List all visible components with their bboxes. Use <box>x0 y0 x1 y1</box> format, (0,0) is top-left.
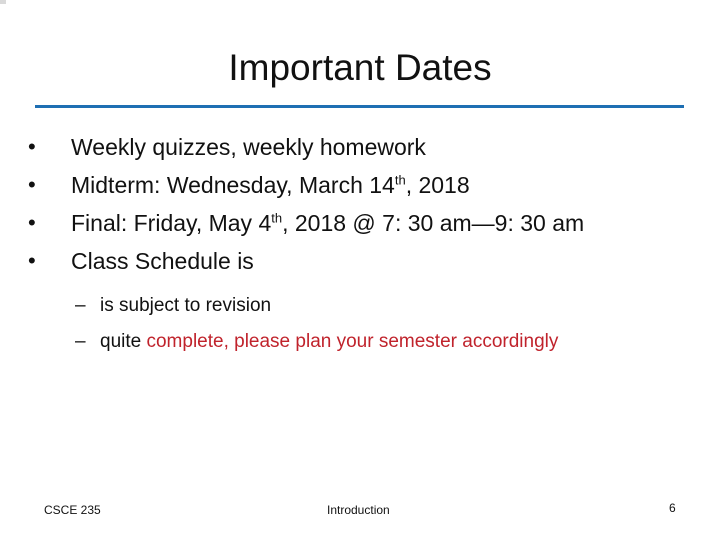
corner-mark <box>0 0 6 4</box>
title-underline <box>35 105 684 108</box>
bullet-item-final <box>28 204 584 242</box>
slide-title: Important Dates <box>228 47 492 88</box>
bullet-text: Weekly quizzes, weekly homework <box>71 134 426 160</box>
sub-bullet-revision <box>75 288 558 324</box>
sub-bullet-complete <box>75 324 558 360</box>
sub-bullet-list <box>75 288 558 360</box>
bullet-dot-icon: • <box>28 210 36 235</box>
highlighted-text: complete, please plan your semester accordingly <box>146 331 559 352</box>
footer-course: CSCE 235 <box>44 503 101 517</box>
dash-icon: – <box>75 295 86 316</box>
bullet-dot-icon: • <box>28 248 36 273</box>
ordinal-suffix: th <box>271 210 283 226</box>
dash-icon: – <box>75 331 86 352</box>
ordinal-suffix: th <box>394 172 406 188</box>
bullet-dot-icon: • <box>28 134 36 159</box>
bullet-list <box>28 128 584 280</box>
bullet-text: Class Schedule is <box>71 248 254 274</box>
sub-bullet-text: quite <box>100 331 147 352</box>
bullet-item-schedule <box>28 242 584 280</box>
bullet-dot-icon: • <box>28 172 36 197</box>
bullet-text-tail: , 2018 <box>405 172 470 198</box>
bullet-item-midterm <box>28 166 584 204</box>
sub-bullet-text: is subject to revision <box>100 295 272 316</box>
bullet-text-tail: , 2018 @ 7: 30 am—9: 30 am <box>282 210 585 236</box>
footer-topic: Introduction <box>327 503 390 517</box>
page-number: 6 <box>669 501 676 515</box>
bullet-item-quizzes <box>28 128 584 166</box>
bullet-text: Final: Friday, May 4 <box>71 210 272 236</box>
bullet-text: Midterm: Wednesday, March 14 <box>71 172 395 198</box>
